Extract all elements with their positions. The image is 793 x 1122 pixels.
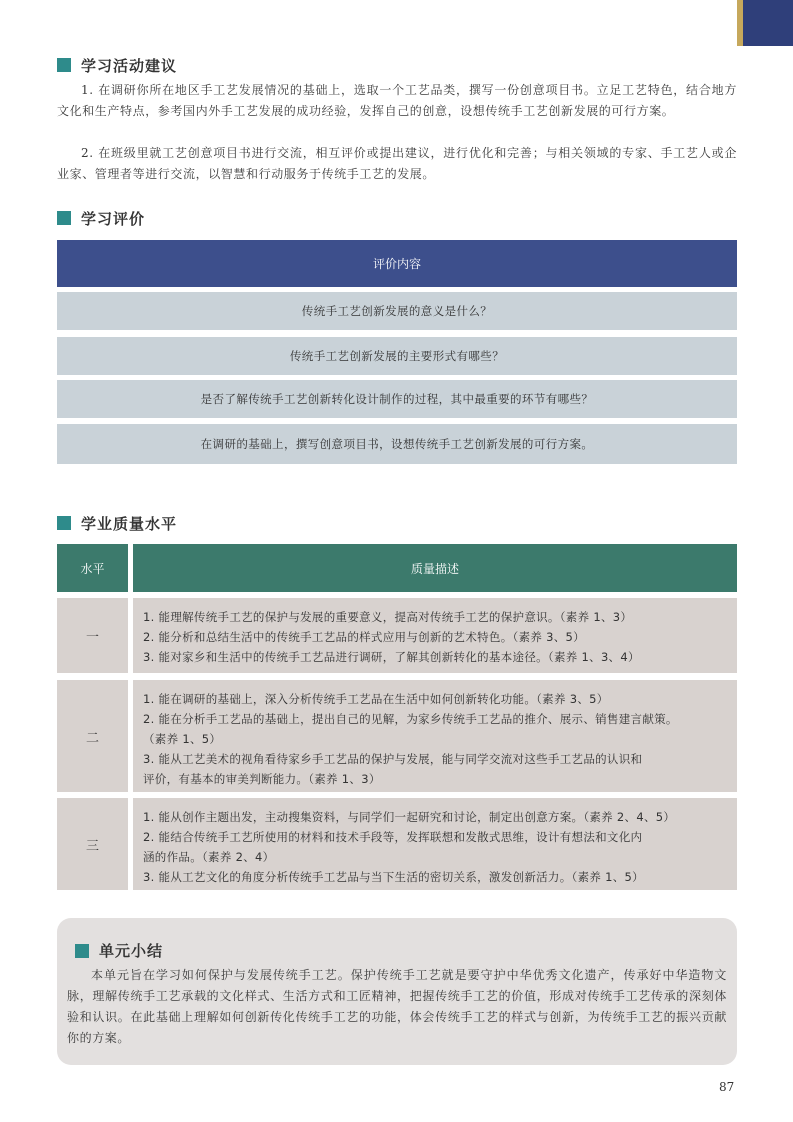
evaluation-row: 传统手工艺创新发展的意义是什么？: [57, 292, 737, 330]
quality-col-desc-header: 质量描述: [133, 544, 737, 592]
evaluation-table-header: 评价内容: [57, 240, 737, 287]
summary-paragraph: 本单元旨在学习如何保护与发展传统手工艺。保护传统手工艺就是要守护中华优秀文化遗产，传承好中华造物文脉，理解传统手工艺承载的文化样式、生活方式和工匠精神，把握传统手工艺的价值，形成对传统手工艺传承的深刻体验和认识。在此基础上理解如何创新传化传统手工艺的功能，体会传统手工艺的样式与创新，为传统手工艺的振兴贡献你的方案。: [67, 968, 727, 1045]
quality-col-level-header: 水平: [57, 544, 128, 592]
activity-paragraph-1: 1. 在调研你所在地区手工艺发展情况的基础上，选取一个工艺品类，撰写一份创意项目书。立足工艺特色，结合地方文化和生产特点，参考国内外手工艺发展的成功经验，发挥自己的创意，设想传统手工艺创新发展的可行方案。: [57, 83, 737, 118]
corner-navy-block: [743, 0, 793, 46]
quality-desc-line: （素养 1、5）: [143, 732, 222, 746]
quality-desc-line: 3. 能从工艺文化的角度分析传统手工艺品与当下生活的密切关系，激发创新活力。（素养 1、5）: [143, 870, 644, 884]
activity-heading: [57, 55, 177, 75]
page-number: 87: [719, 1080, 735, 1094]
square-bullet-icon: [75, 944, 89, 958]
quality-desc-cell: [133, 598, 737, 673]
evaluation-row: 是否了解传统手工艺创新转化设计制作的过程，其中最重要的环节有哪些？: [57, 380, 737, 418]
quality-desc-line: 涵的作品。（素养 2、4）: [143, 850, 275, 864]
evaluation-heading: [57, 208, 145, 228]
evaluation-row: 传统手工艺创新发展的主要形式有哪些？: [57, 337, 737, 375]
quality-desc-line: 3. 能对家乡和生活中的传统手工艺品进行调研，了解其创新转化的基本途径。（素养 1、3、4）: [143, 650, 640, 664]
quality-desc-line: 2. 能在分析手工艺品的基础上，提出自己的见解，为家乡传统手工艺品的推介、展示、销售建言献策。: [143, 712, 678, 726]
activity-paragraph-2: 2. 在班级里就工艺创意项目书进行交流，相互评价或提出建议，进行优化和完善；与相关领域的专家、手工艺人或企业家、管理者等进行交流，以智慧和行动服务于传统手工艺的发展。: [57, 146, 737, 181]
summary-heading: [75, 940, 163, 961]
activity-heading-label: 学习活动建议: [81, 56, 178, 75]
quality-desc-line: 1. 能在调研的基础上，深入分析传统手工艺品在生活中如何创新转化功能。（素养 3、5）: [143, 692, 609, 706]
quality-level-cell: 三: [57, 798, 128, 890]
evaluation-row: 在调研的基础上，撰写创意项目书，设想传统手工艺创新发展的可行方案。: [57, 424, 737, 464]
quality-desc-cell: [133, 798, 737, 890]
quality-desc-cell: [133, 680, 737, 792]
quality-desc-line: 3. 能从工艺美术的视角看待家乡手工艺品的保护与发展，能与同学交流对这些手工艺品的认识和: [143, 752, 643, 766]
square-bullet-icon: [57, 58, 71, 72]
quality-desc-line: 评价，有基本的审美判断能力。（素养 1、3）: [143, 772, 381, 786]
summary-heading-label: 单元小结: [99, 942, 164, 960]
evaluation-heading-label: 学习评价: [81, 209, 146, 228]
quality-desc-line: 2. 能结合传统手工艺所使用的材料和技术手段等，发挥联想和发散式思维，设计有想法和文化内: [143, 830, 643, 844]
quality-heading: [57, 513, 177, 533]
square-bullet-icon: [57, 211, 71, 225]
quality-desc-line: 2. 能分析和总结生活中的传统手工艺品的样式应用与创新的艺术特色。（素养 3、5）: [143, 630, 585, 644]
quality-level-cell: 二: [57, 680, 128, 792]
quality-desc-line: 1. 能理解传统手工艺的保护与发展的重要意义，提高对传统手工艺的保护意识。（素养 1、3）: [143, 610, 633, 624]
square-bullet-icon: [57, 516, 71, 530]
unit-summary-box: [57, 918, 737, 1065]
quality-desc-line: 1. 能从创作主题出发，主动搜集资料，与同学们一起研究和讨论，制定出创意方案。（素养 2、4、5）: [143, 810, 676, 824]
quality-level-cell: 一: [57, 598, 128, 673]
quality-heading-label: 学业质量水平: [81, 514, 178, 533]
